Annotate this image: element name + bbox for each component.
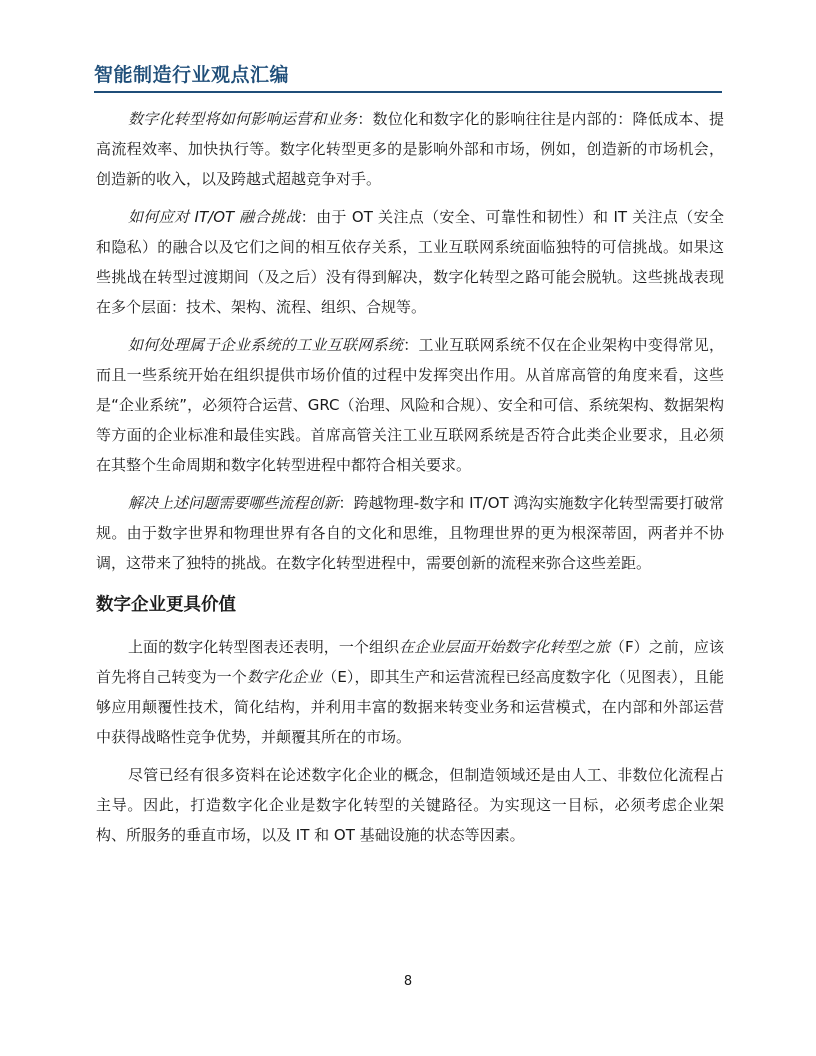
paragraph-digital-enterprise [96, 632, 724, 752]
paragraph-text: ：工业互联网系统不仅在企业架构中变得常见，而且一些系统开始在组织提供市场价值的过程中发挥突出作用。从首席高管的角度来看，这些是“企业系统”，必须符合运营、GRC（治理、风险和合规）、安全和可信、系统架构、数据架构等方面的企业标准和最佳实践。首席高管关注工业互联网系统是否符合此类企业要求，且必须在其整个生命周期和数字化转型进程中都符合相关要求。 [96, 336, 724, 474]
paragraph-text: 上面的数字化转型图表还表明，一个组织 [128, 638, 400, 656]
paragraph-operations-impact [96, 104, 724, 194]
section-heading: 数字企业更具价值 [96, 595, 236, 615]
paragraph-enterprise-systems [96, 330, 724, 480]
paragraph-lead: 如何应对 IT/OT 融合挑战 [128, 208, 301, 226]
paragraph-text: （F）之前，应该首先将自己转变为一个 [96, 638, 724, 686]
running-header [94, 60, 722, 93]
paragraph-text: （E），即其生产和运营流程已经高度数字化（见图表），且能够应用颠覆性技术，简化结构，并利用丰富的数据来转变业务和运营模式，在内部和外部运营中获得战略性竞争优势，并颠覆其所在的市场。 [96, 668, 724, 746]
paragraph-process-innovation [96, 488, 724, 578]
paragraph-text: ：由于 OT 关注点（安全、可靠性和韧性）和 IT 关注点（安全和隐私）的融合以及它们之间的相互依存关系，工业互联网系统面临独特的可信挑战。如果这些挑战在转型过渡期间（及之后）没有得到解决，数字化转型之路可能会脱轨。这些挑战表现在多个层面：技术、架构、流程、组织、合规等。 [96, 208, 724, 316]
paragraph-emphasis: 数字化企业 [246, 668, 323, 686]
paragraph-lead: 如何处理属于企业系统的工业互联网系统 [128, 336, 404, 354]
paragraph-key-path: 尽管已经有很多资料在论述数字化企业的概念，但制造领域还是由人工、非数位化流程占主导。因此，打造数字化企业是数字化转型的关键路径。为实现这一目标，必须考虑企业架构、所服务的垂直市场，以及 IT 和 OT 基础设施的状态等因素。 [96, 766, 724, 844]
page-body [96, 104, 724, 858]
paragraph-emphasis: 在企业层面开始数字化转型之旅 [399, 638, 610, 656]
document-title: 智能制造行业观点汇编 [94, 64, 290, 86]
paragraph-it-ot-convergence [96, 202, 724, 322]
paragraph-lead: 数字化转型将如何影响运营和业务 [128, 110, 358, 128]
page-number: 8 [403, 974, 413, 989]
paragraph-text: ：跨越物理-数字和 IT/OT 鸿沟实施数字化转型需要打破常规。由于数字世界和物理世界有各自的文化和思维，且物理世界的更为根深蒂固，两者并不协调，这带来了独特的挑战。在数字化转型进程中，需要创新的流程来弥合这些差距。 [96, 494, 724, 572]
paragraph-text: ：数位化和数字化的影响往往是内部的：降低成本、提高流程效率、加快执行等。数字化转型更多的是影响外部和市场，例如，创造新的市场机会，创造新的收入，以及跨越式超越竞争对手。 [96, 110, 724, 188]
paragraph-lead: 解决上述问题需要哪些流程创新 [128, 494, 339, 512]
